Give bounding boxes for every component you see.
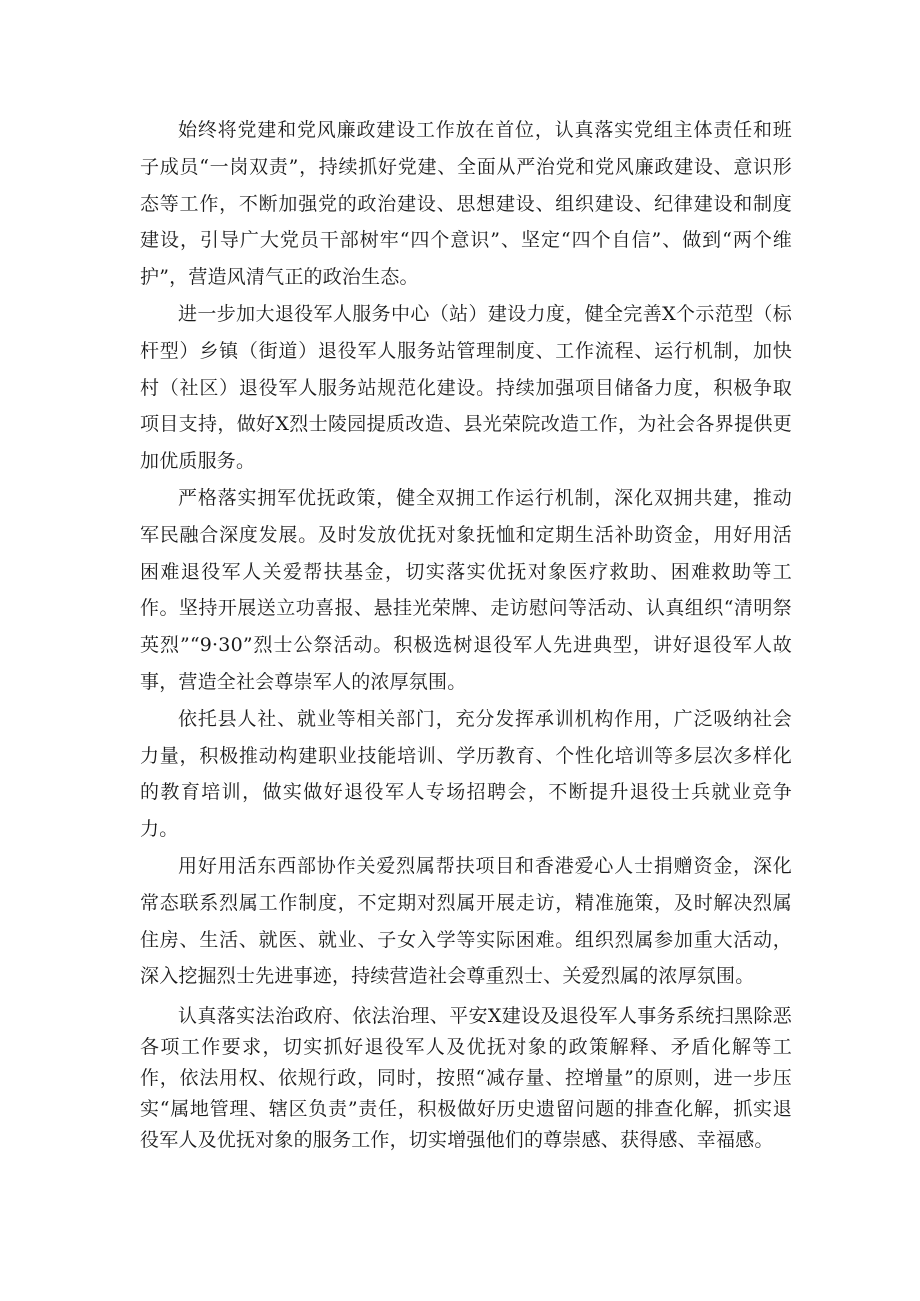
paragraph-martyr-families: 用好用活东西部协作关爱烈属帮扶项目和香港爱心人士捐赠资金，深化常态联系烈属工作制度，不定期对烈属开展走访，精准施策，及时解决烈属住房、生活、就医、就业、子女入学等实际困难。组织烈属参加重大活动，深入挖掘烈士先进事迹，持续营造社会尊重烈士、关爱烈属的浓厚氛围。 — [140, 854, 792, 988]
paragraph-employment-training: 依托县人社、就业等相关部门，充分发挥承训机构作用，广泛吸纳社会力量，积极推动构建职业技能培训、学历教育、个性化培训等多层次多样化的教育培训，做实做好退役军人专场招聘会，不断提升退役士兵就业竞争力。 — [140, 707, 792, 841]
document-page — [140, 112, 792, 1156]
paragraph-preferential-care: 严格落实拥军优抚政策，健全双拥工作运行机制，深化双拥共建，推动军民融合深度发展。及时发放优抚对象抚恤和定期生活补助资金，用好用活困难退役军人关爱帮扶基金，切实落实优抚对象医疗救助、困难救助等工作。坚持开展送立功喜报、悬挂光荣牌、走访慰问等活动、认真组织“清明祭英烈”“9·30”烈士公祭活动。积极选树退役军人先进典型，讲好退役军人故事，营造全社会尊崇军人的浓厚氛围。 — [140, 486, 792, 693]
paragraph-rule-of-law: 认真落实法治政府、依法治理、平安X建设及退役军人事务系统扫黑除恶各项工作要求，切实抓好退役军人及优抚对象的政策解释、矛盾化解等工作，依法用权、依规行政，同时，按照“减存量、控增量”的原则，进一步压实“属地管理、辖区负责”责任，积极做好历史遗留问题的排查化解，抓实退役军人及优抚对象的服务工作，切实增强他们的尊崇感、获得感、幸福感。 — [140, 1005, 792, 1152]
paragraph-service-center: 进一步加大退役军人服务中心（站）建设力度，健全完善X个示范型（标杆型）乡镇（街道）退役军人服务站管理制度、工作流程、运行机制，加快村（社区）退役军人服务站规范化建设。持续加强项目储备力度，积极争取项目支持，做好X烈士陵园提质改造、县光荣院改造工作，为社会各界提供更加优质服务。 — [140, 302, 792, 473]
paragraph-party-building: 始终将党建和党风廉政建设工作放在首位，认真落实党组主体责任和班子成员“一岗双责”，持续抓好党建、全面从严治党和党风廉政建设、意识形态等工作，不断加强党的政治建设、思想建设、组织建设、纪律建设和制度建设，引导广大党员干部树牢“四个意识”、坚定“四个自信”、做到“两个维护”，营造风清气正的政治生态。 — [140, 119, 792, 289]
